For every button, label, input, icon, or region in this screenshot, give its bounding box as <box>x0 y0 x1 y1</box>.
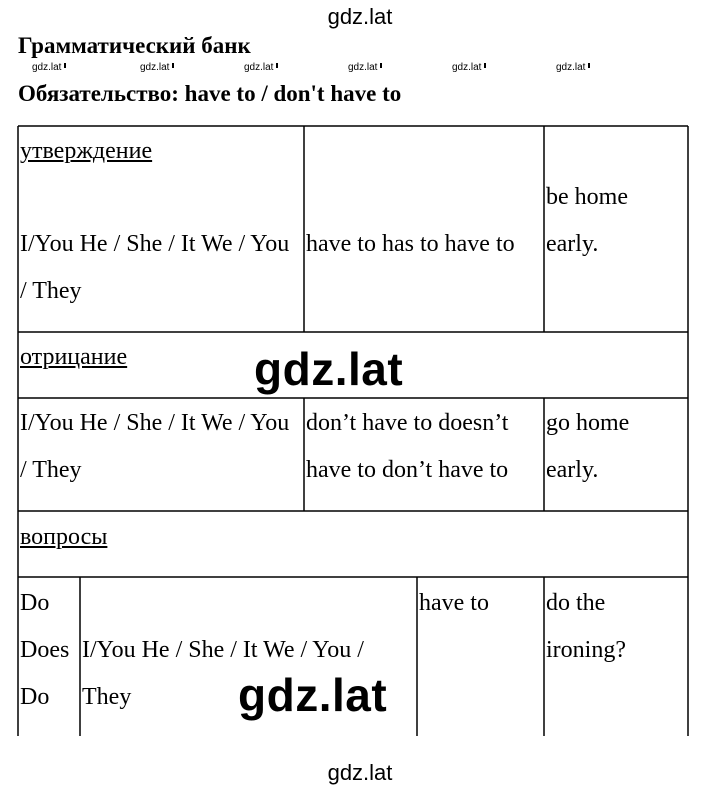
section-header-questions: вопросы <box>20 524 108 550</box>
small-watermark: gdz.lat <box>244 62 278 73</box>
question-auxiliaries: Do Does Do <box>20 590 70 710</box>
site-header-watermark: gdz.lat <box>327 4 393 29</box>
negative-complement: go home early. <box>546 410 630 483</box>
question-verb: have to <box>419 590 489 616</box>
affirmative-complement: be home early. <box>546 184 628 257</box>
small-watermark: gdz.lat <box>348 62 382 73</box>
page-title: Грамматический банк <box>18 33 251 58</box>
question-subjects: I/You He / She / It We / You / They <box>82 637 364 710</box>
large-watermark: gdz.lat <box>254 343 404 395</box>
negative-subjects: I/You He / She / It We / You / They <box>20 410 290 483</box>
negative-verb: don’t have to doesn’t have to don’t have to <box>306 410 509 483</box>
small-watermark: gdz.lat <box>556 62 590 73</box>
section-header-negative: отрицание <box>20 344 128 370</box>
small-watermark: gdz.lat <box>140 62 174 73</box>
affirmative-verb: have to has to have to <box>306 231 515 257</box>
small-watermark-row <box>0 62 720 76</box>
large-watermark: gdz.lat <box>238 669 388 721</box>
small-watermark: gdz.lat <box>452 62 486 73</box>
page-subtitle: Обязательство: have to / don't have to <box>18 81 402 106</box>
section-header-affirmative: утверждение <box>20 138 153 164</box>
affirmative-subjects: I/You He / She / It We / You / They <box>20 231 290 304</box>
question-complement: do the ironing? <box>546 590 626 663</box>
small-watermark: gdz.lat <box>32 62 66 73</box>
site-footer-watermark: gdz.lat <box>327 760 393 785</box>
